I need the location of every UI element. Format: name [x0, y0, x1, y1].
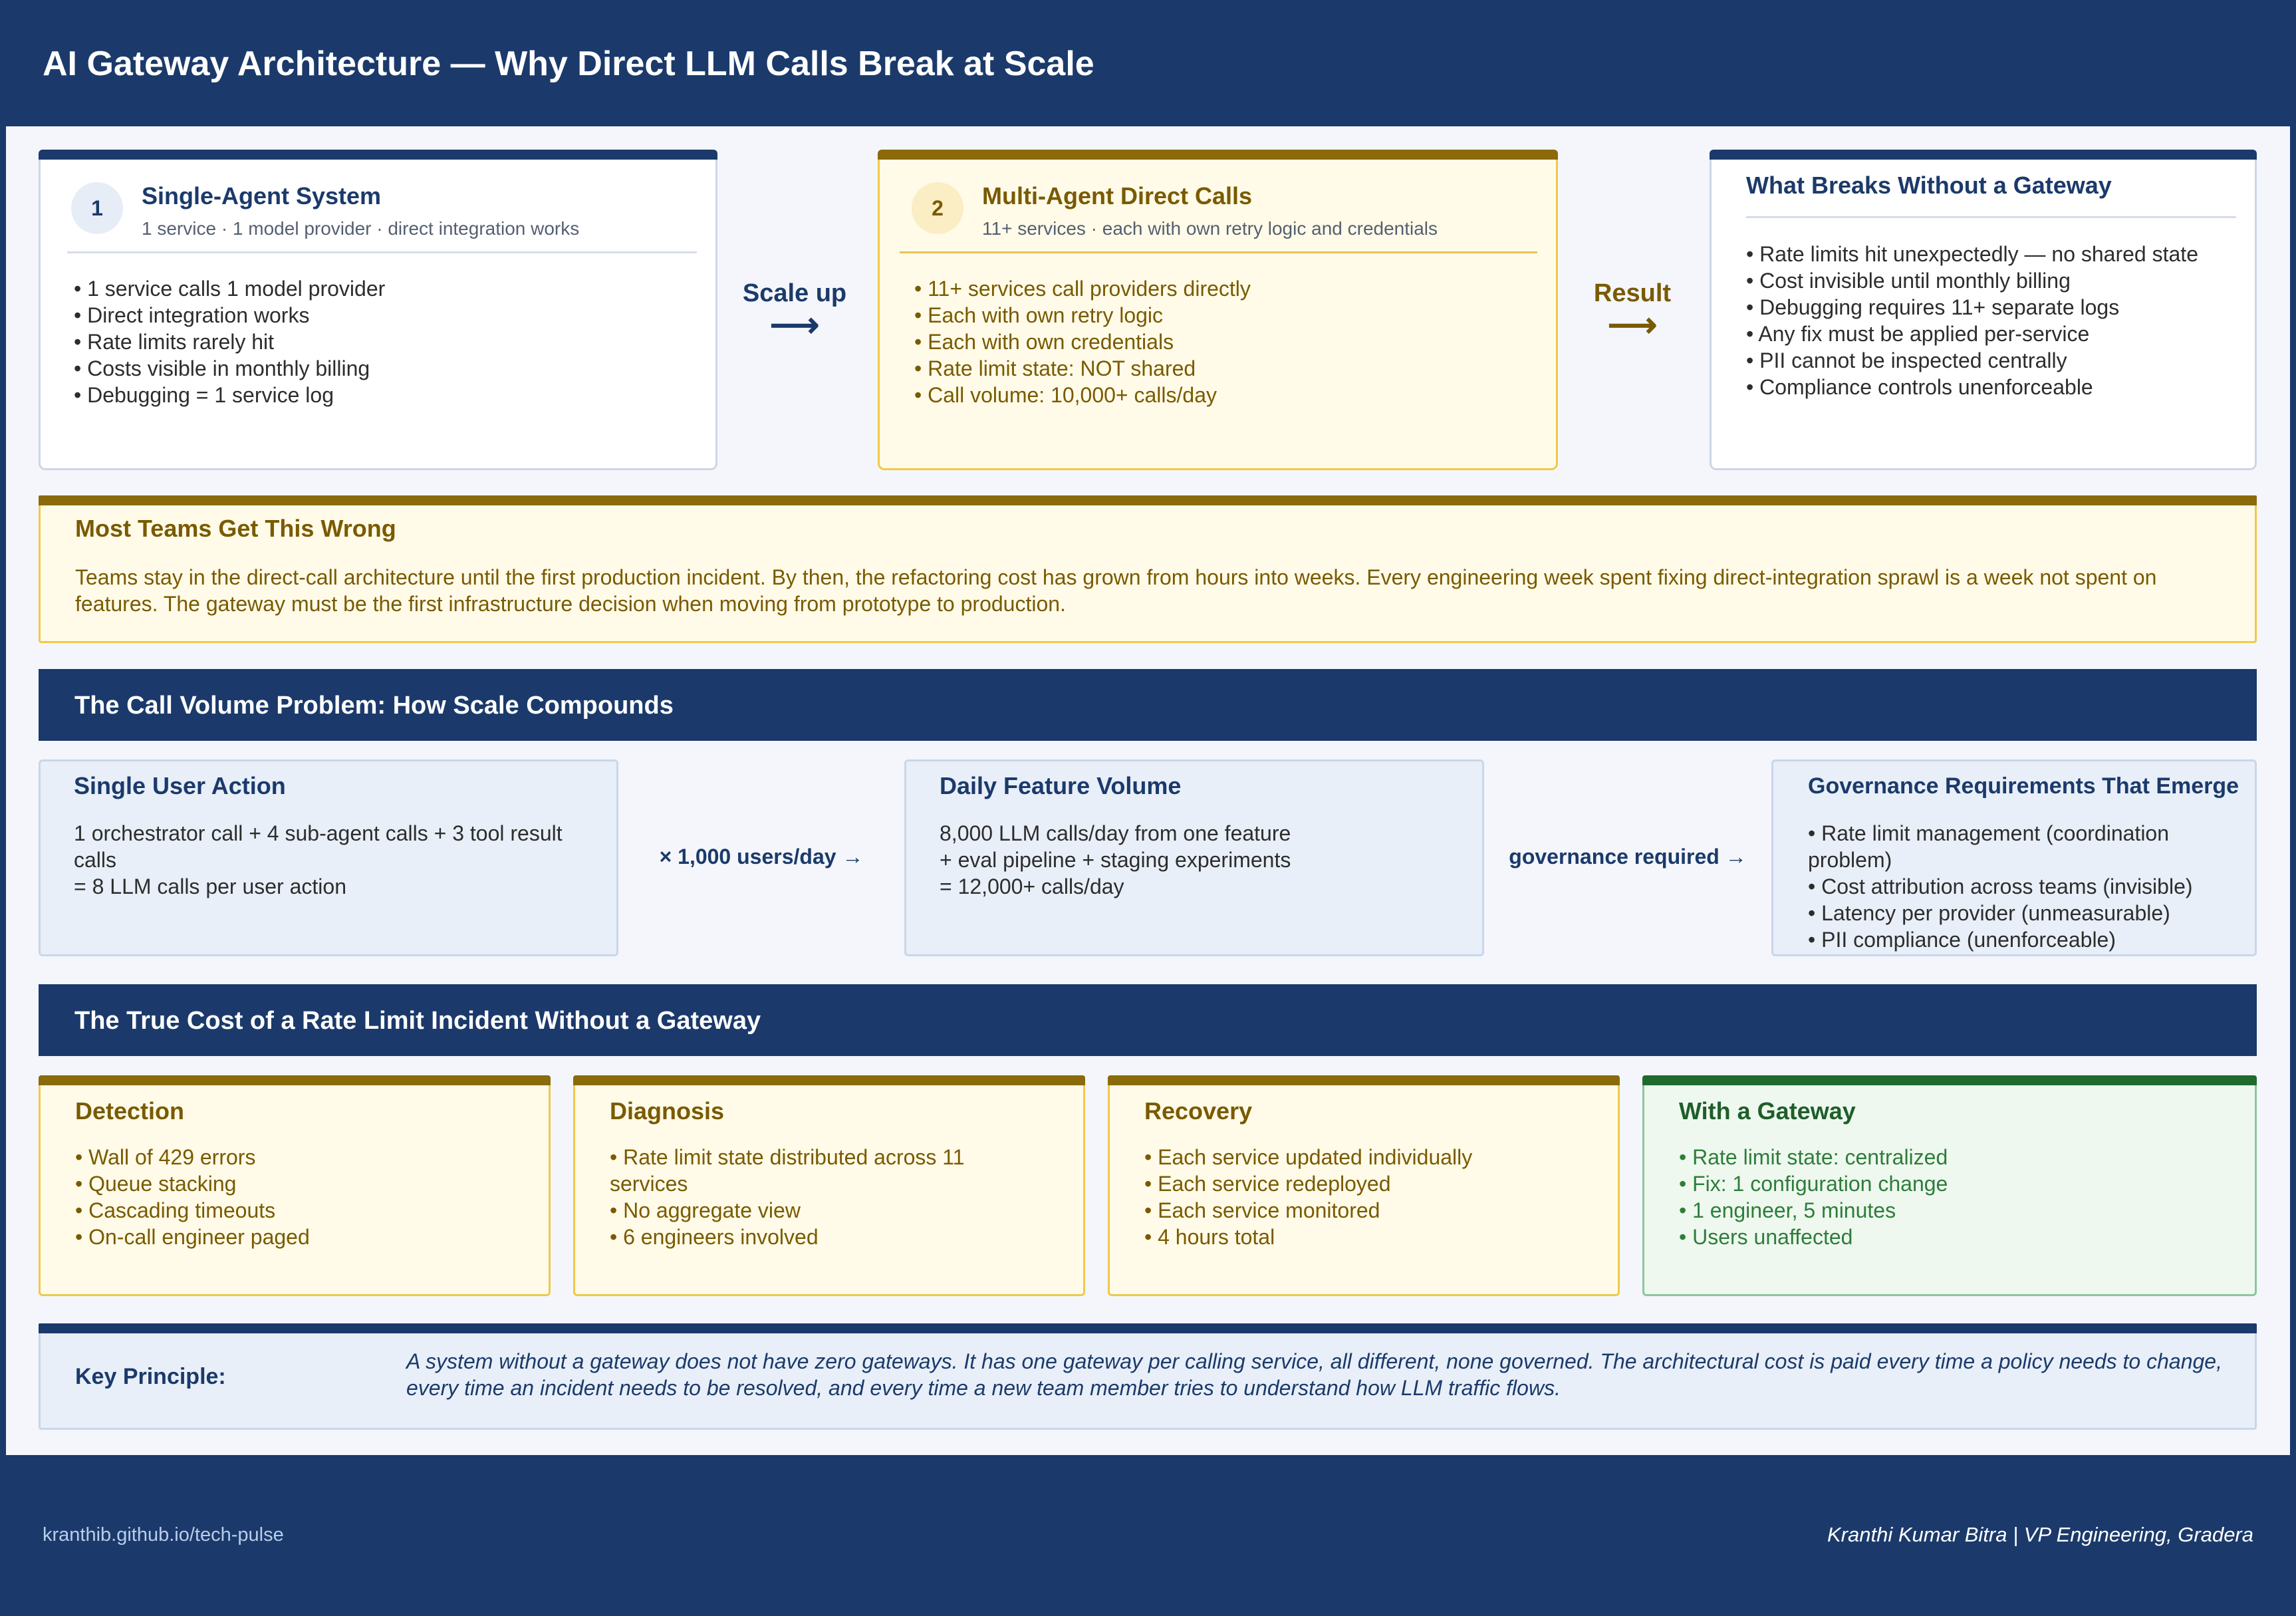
warning-panel [39, 495, 2257, 643]
call-volume-band [39, 669, 2257, 741]
single-user-action-text [74, 820, 606, 900]
list-item: • Cascading timeouts [75, 1197, 534, 1224]
scale-up-connector [725, 279, 864, 342]
list-item: • Any fix must be applied per-service [1746, 321, 2198, 347]
daily-feature-volume-text [940, 820, 1471, 900]
footer-link[interactable]: kranthib.github.io/tech-pulse [43, 1524, 284, 1546]
stage1-accent-bar [39, 150, 717, 160]
text-line: • PII compliance (unenforceable) [1808, 928, 2116, 952]
diagnosis-list [610, 1144, 1009, 1250]
detection-list [75, 1144, 534, 1250]
text-line: • Cost attribution across teams (invisible) [1808, 875, 2193, 898]
text-line: 8,000 LLM calls/day from one feature [940, 821, 1291, 845]
stage1-subtitle: 1 service · 1 model provider · direct integration works [142, 218, 580, 239]
text-line: = 8 LLM calls per user action [74, 875, 346, 898]
text-line: problem) [1808, 848, 1892, 872]
warning-title: Most Teams Get This Wrong [75, 515, 396, 542]
daily-feature-volume-box [904, 759, 1484, 956]
diagnosis-title: Diagnosis [610, 1097, 725, 1125]
list-item: • Fix: 1 configuration change [1679, 1170, 2237, 1197]
breaks-list [1746, 241, 2198, 400]
stage1-card [39, 150, 717, 470]
list-item: • Each service updated individually [1144, 1144, 1603, 1170]
recovery-list [1144, 1144, 1603, 1250]
breaks-card [1710, 150, 2257, 470]
key-principle-panel [39, 1323, 2257, 1430]
governance-title: Governance Requirements That Emerge [1808, 773, 2239, 799]
stage1-title: Single-Agent System [142, 182, 382, 209]
with-gateway-list [1679, 1144, 2237, 1250]
stage2-list [914, 275, 1251, 408]
detection-title: Detection [75, 1097, 185, 1125]
governance-box [1771, 759, 2257, 956]
true-cost-heading: The True Cost of a Rate Limit Incident Without a Gateway [74, 1007, 761, 1035]
diagnosis-accent-bar [573, 1075, 1085, 1085]
scale-up-label: Scale up [742, 279, 847, 307]
list-item: • 1 engineer, 5 minutes [1679, 1197, 2237, 1224]
governance-connector: governance required → [1509, 845, 1747, 869]
list-item: • On-call engineer paged [75, 1224, 534, 1250]
breaks-accent-bar [1710, 150, 2257, 160]
warning-text: Teams stay in the direct-call architecture until the first production incident. By then, the refactoring cost has grown from hours into weeks. Every engineering week spent fixing direct-integration sprawl is a week not spent on features. The gateway must be the first infrastructure decision when moving from prototype to production. [75, 565, 2157, 616]
list-item: • Each with own retry logic [914, 302, 1251, 329]
key-principle-accent-bar [39, 1323, 2257, 1333]
header-bar [0, 0, 2296, 126]
daily-feature-volume-title: Daily Feature Volume [940, 772, 1182, 799]
stage2-title: Multi-Agent Direct Calls [982, 182, 1253, 209]
list-item: • Debugging requires 11+ separate logs [1746, 294, 2198, 321]
breaks-title: What Breaks Without a Gateway [1746, 172, 2112, 199]
stage2-number-badge: 2 [912, 182, 963, 234]
recovery-title: Recovery [1144, 1097, 1253, 1125]
list-item: • Rate limit state: NOT shared [914, 355, 1251, 382]
list-item: • 11+ services call providers directly [914, 275, 1251, 302]
key-principle-label: Key Principle: [75, 1364, 226, 1389]
single-user-action-box [39, 759, 618, 956]
text-line: calls [74, 848, 117, 872]
list-item: • Each service redeployed [1144, 1170, 1603, 1197]
list-item: • Queue stacking [75, 1170, 534, 1197]
detection-accent-bar [39, 1075, 551, 1085]
list-item: • Each service monitored [1144, 1197, 1603, 1224]
text-line: • Latency per provider (unmeasurable) [1808, 901, 2170, 925]
detection-card [39, 1075, 551, 1296]
recovery-card [1108, 1075, 1620, 1296]
call-volume-heading: The Call Volume Problem: How Scale Compounds [74, 692, 674, 720]
single-user-action-title: Single User Action [74, 772, 286, 799]
with-gateway-accent-bar [1642, 1075, 2257, 1085]
list-item: • Rate limits hit unexpectedly — no shared state [1746, 241, 2198, 267]
result-label: Result [1593, 279, 1672, 307]
list-item: • Rate limit state distributed across 11 services [610, 1144, 1009, 1197]
list-item: • Wall of 429 errors [75, 1144, 534, 1170]
stage1-list [74, 275, 385, 408]
list-item: • Users unaffected [1679, 1224, 2237, 1250]
text-line: 1 orchestrator call + 4 sub-agent calls + 3 tool result [74, 821, 563, 845]
list-item: • Each with own credentials [914, 329, 1251, 355]
list-item: • No aggregate view [610, 1197, 1009, 1224]
users-per-day-connector: × 1,000 users/day → [659, 845, 864, 869]
key-principle-text: A system without a gateway does not have zero gateways. It has one gateway per calling service, all different, none governed. The architectural cost is paid every time a policy needs to change, every time an incident needs to be resolved, and every time a new team member tries to understand how LLM traffic flows. [406, 1349, 2222, 1400]
stage1-divider [67, 251, 697, 253]
recovery-accent-bar [1108, 1075, 1620, 1085]
stage2-subtitle: 11+ services · each with own retry logic and credentials [982, 218, 1438, 239]
true-cost-band [39, 984, 2257, 1056]
list-item: • Rate limit state: centralized [1679, 1144, 2237, 1170]
text-line: + eval pipeline + staging experiments [940, 848, 1291, 872]
breaks-divider [1746, 216, 2236, 218]
result-connector [1564, 279, 1701, 342]
list-item: • 1 service calls 1 model provider [74, 275, 385, 302]
list-item: • PII cannot be inspected centrally [1746, 347, 2198, 374]
right-arrow-icon: ⟶ [769, 306, 820, 344]
with-gateway-card [1642, 1075, 2257, 1296]
list-item: • Cost invisible until monthly billing [1746, 267, 2198, 294]
list-item: • 4 hours total [1144, 1224, 1603, 1250]
text-line: • Rate limit management (coordination [1808, 821, 2170, 845]
list-item: • Costs visible in monthly billing [74, 355, 385, 382]
governance-text [1808, 820, 2253, 953]
footer-credit: Kranthi Kumar Bitra | VP Engineering, Gradera [1827, 1523, 2253, 1546]
with-gateway-title: With a Gateway [1679, 1097, 1856, 1125]
warning-accent-bar [39, 495, 2257, 505]
list-item: • Call volume: 10,000+ calls/day [914, 382, 1251, 408]
stage1-number-badge: 1 [71, 182, 123, 234]
diagnosis-card [573, 1075, 1085, 1296]
stage2-divider [900, 251, 1537, 253]
list-item: • Direct integration works [74, 302, 385, 329]
list-item: • Rate limits rarely hit [74, 329, 385, 355]
page-title: AI Gateway Architecture — Why Direct LLM Calls Break at Scale [43, 45, 1094, 83]
list-item: • Compliance controls unenforceable [1746, 374, 2198, 400]
stage2-card [878, 150, 1558, 470]
right-arrow-icon: ⟶ [1607, 306, 1658, 344]
list-item: • 6 engineers involved [610, 1224, 1009, 1250]
stage2-accent-bar [878, 150, 1558, 160]
text-line: = 12,000+ calls/day [940, 875, 1124, 898]
list-item: • Debugging = 1 service log [74, 382, 385, 408]
